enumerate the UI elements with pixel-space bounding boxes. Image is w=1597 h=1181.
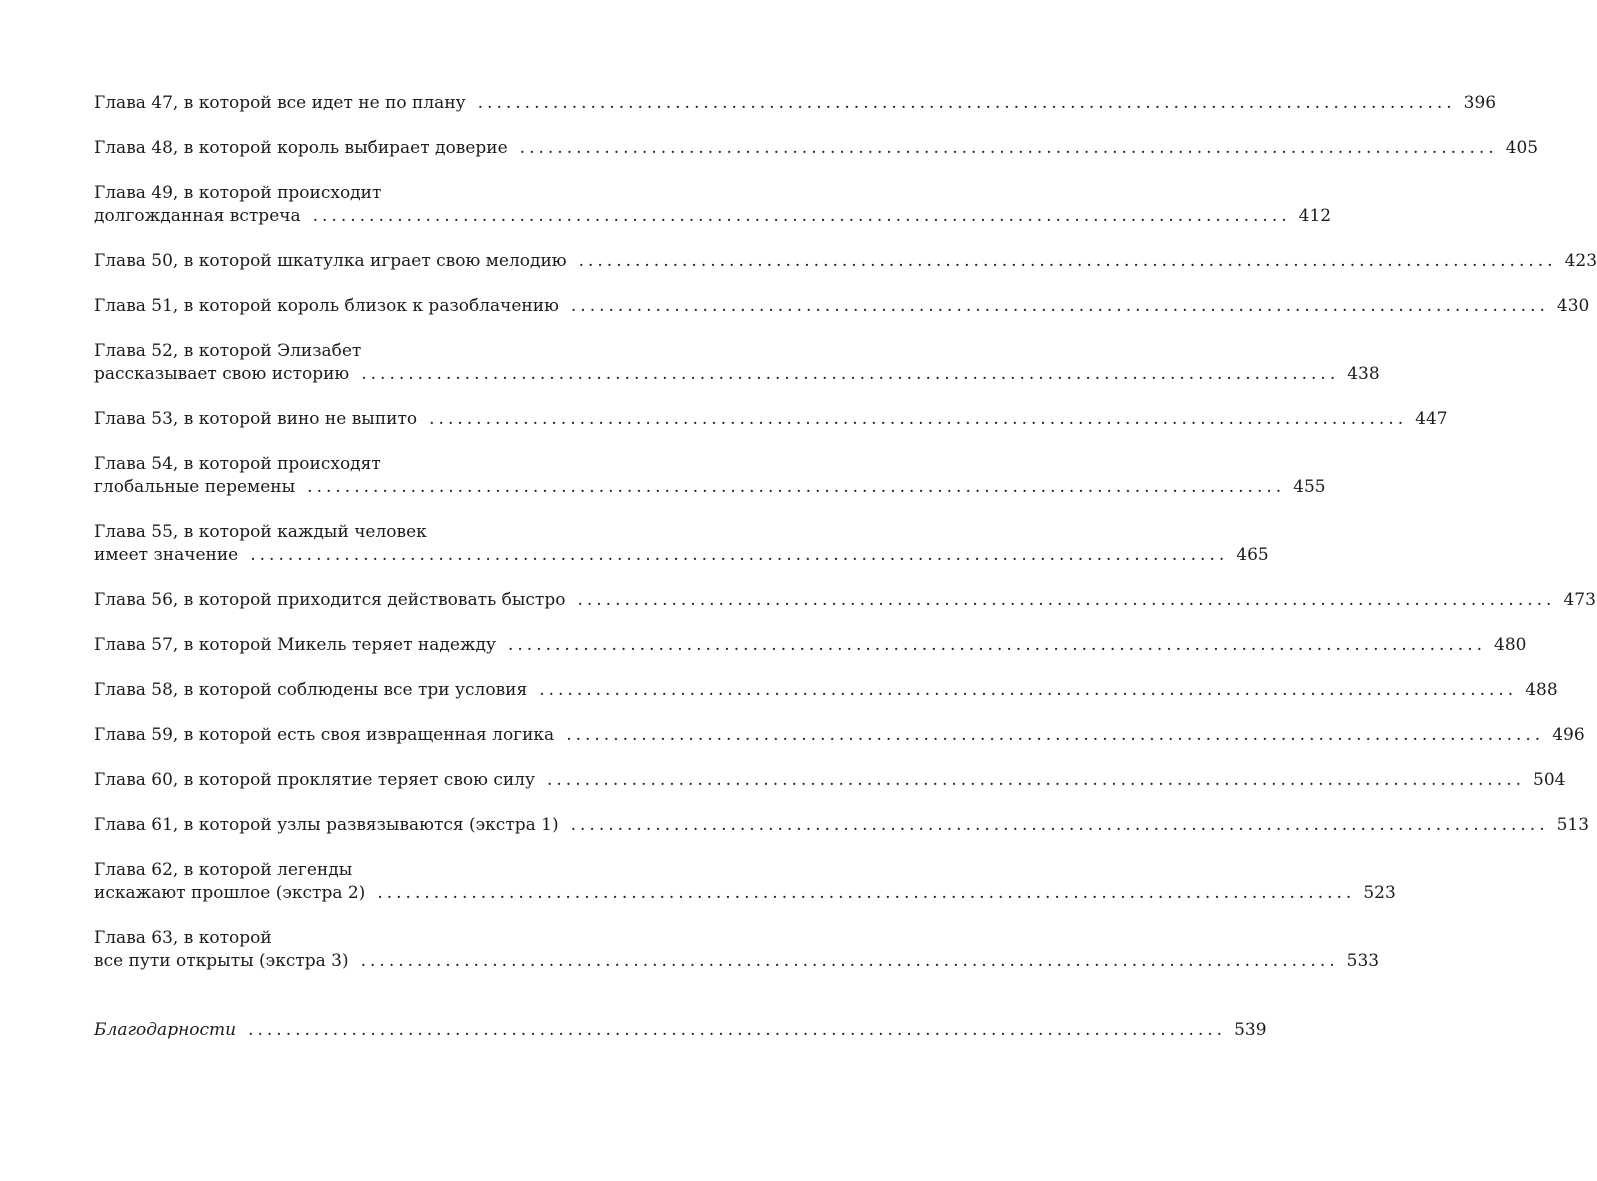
dot-leader: ........................................................................................................ [547, 770, 1525, 790]
toc-entry-title-continued: имеет значение [94, 545, 239, 565]
dot-leader: ........................................................................................................ [577, 590, 1556, 610]
toc-entry-title: Глава 48, в которой король выбирает доверие [94, 138, 508, 158]
toc-entry-title: Глава 54, в которой происходят [94, 454, 381, 474]
dot-leader: ........................................................................................................ [312, 206, 1291, 226]
toc-entry-page: 423 [1564, 251, 1597, 271]
toc-entry-56 [94, 589, 1596, 612]
toc-entry-title-continued: искажают прошлое (экстра 2) [94, 883, 366, 903]
dot-leader: ........................................................................................................ [578, 251, 1557, 271]
toc-entry-acknowledgements [94, 1019, 1267, 1042]
dot-leader: ........................................................................................................ [477, 93, 1456, 113]
toc-entry-page: 480 [1494, 635, 1527, 655]
table-of-contents [94, 92, 1597, 1064]
toc-entry-54 [94, 453, 1326, 499]
dot-leader: ........................................................................................................ [519, 138, 1498, 158]
dot-leader: ........................................................................................................ [248, 1020, 1227, 1040]
toc-entry-title: Глава 56, в которой приходится действовать быстро [94, 590, 566, 610]
toc-entry-title: Глава 63, в которой [94, 928, 272, 948]
toc-entry-page: 430 [1556, 296, 1590, 316]
toc-entry-page: 539 [1234, 1020, 1267, 1040]
toc-entry-59 [94, 724, 1585, 747]
toc-entry-title: Глава 53, в которой вино не выпито [94, 409, 418, 429]
toc-entry-page: 412 [1298, 206, 1332, 226]
dot-leader: ........................................................................................................ [360, 951, 1339, 971]
toc-entry-title-continued: рассказывает свою историю [94, 364, 350, 384]
toc-entry-title: Глава 52, в которой Элизабет [94, 341, 362, 361]
dot-leader: ........................................................................................................ [377, 883, 1356, 903]
toc-entry-page: 533 [1346, 951, 1380, 971]
toc-entry-title: Глава 61, в которой узлы развязываются (экстра 1) [94, 815, 559, 835]
toc-entry-58 [94, 679, 1558, 702]
toc-entry-title: Глава 58, в которой соблюдены все три условия [94, 680, 528, 700]
toc-entry-page: 496 [1552, 725, 1585, 745]
toc-entry-55 [94, 521, 1269, 567]
dot-leader: ........................................................................................................ [307, 477, 1286, 497]
toc-entry-63 [94, 927, 1380, 973]
toc-entry-52 [94, 340, 1380, 386]
toc-entry-page: 405 [1505, 138, 1539, 158]
dot-leader: ........................................................................................................ [539, 680, 1518, 700]
toc-entry-53 [94, 408, 1448, 431]
dot-leader: ........................................................................................................ [250, 545, 1229, 565]
dot-leader: ........................................................................................................ [508, 635, 1486, 655]
toc-entry-47 [94, 92, 1497, 115]
toc-entry-page: 455 [1293, 477, 1326, 497]
toc-entry-page: 488 [1525, 680, 1558, 700]
toc-entry-50 [94, 250, 1597, 273]
toc-entry-title: Глава 57, в которой Микель теряет надежду [94, 635, 496, 655]
toc-entry-page: 447 [1415, 409, 1448, 429]
toc-entry-page: 523 [1363, 883, 1396, 903]
toc-entry-48 [94, 137, 1539, 160]
toc-entry-51 [94, 295, 1590, 318]
toc-entry-title: Глава 55, в которой каждый человек [94, 522, 427, 542]
toc-entry-page: 473 [1563, 590, 1596, 610]
toc-entry-title: Глава 50, в которой шкатулка играет свою мелодию [94, 251, 567, 271]
toc-entry-page: 513 [1556, 815, 1590, 835]
toc-entry-title-continued: глобальные перемены [94, 477, 296, 497]
toc-entry-title: Глава 60, в которой проклятие теряет свою силу [94, 770, 535, 790]
toc-entry-title: Глава 62, в которой легенды [94, 860, 353, 880]
toc-entry-title: Глава 49, в которой происходит [94, 183, 382, 203]
dot-leader: ........................................................................................................ [570, 815, 1549, 835]
toc-entry-title-continued: долгожданная встреча [94, 206, 301, 226]
toc-entry-page: 438 [1347, 364, 1380, 384]
toc-entry-62 [94, 859, 1396, 905]
toc-entry-title: Глава 51, в которой король близок к разоблачению [94, 296, 559, 316]
toc-entry-page: 465 [1236, 545, 1269, 565]
toc-entry-60 [94, 769, 1566, 792]
toc-entry-page: 504 [1533, 770, 1566, 790]
dot-leader: ........................................................................................................ [361, 364, 1340, 384]
toc-entry-page: 396 [1463, 93, 1497, 113]
toc-entry-title: Глава 47, в которой все идет не по плану [94, 93, 466, 113]
toc-entry-49 [94, 182, 1332, 228]
toc-entry-57 [94, 634, 1527, 657]
dot-leader: ........................................................................................................ [429, 409, 1408, 429]
toc-entry-61 [94, 814, 1590, 837]
toc-entry-title-continued: все пути открыты (экстра 3) [94, 951, 349, 971]
toc-entry-title: Благодарности [94, 1020, 237, 1040]
toc-entry-title: Глава 59, в которой есть своя извращенная логика [94, 725, 555, 745]
dot-leader: ........................................................................................................ [570, 296, 1549, 316]
dot-leader: ........................................................................................................ [566, 725, 1545, 745]
